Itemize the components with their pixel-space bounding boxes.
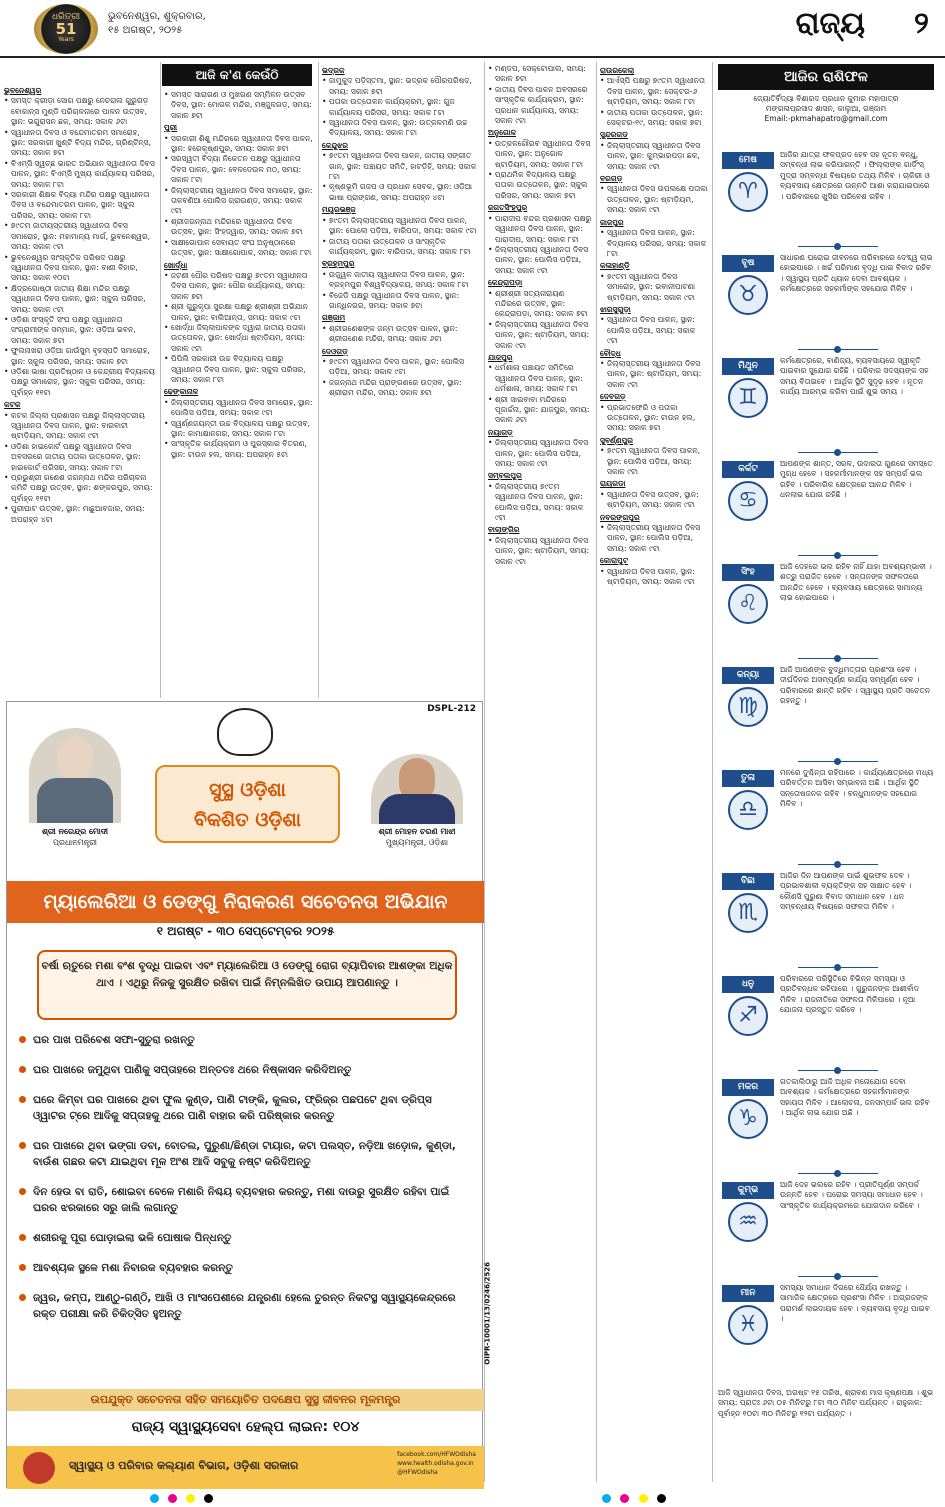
ad-tagline: ଉପଯୁକ୍ତ ସଚେତନତା ସହିତ ସମୟୋଚିତ ପଦକ୍ଷେପ ସୁସ୍ଥ ଜୀବନର ମୂଳମନ୍ତ୍ର — [7, 1389, 484, 1411]
zodiac-symbol-icon: ♐ — [728, 996, 768, 1036]
logo-number: 51 — [55, 20, 77, 38]
ad-tip: ଜ୍ୱର, କମ୍ପ, ଆଣ୍ଠୁ-ଗଣ୍ଠି, ଆଖି ଓ ମାଂସପେଶୀରେ ଯନ୍ତ୍ରଣା ହେଲେ ତୁରନ୍ତ ନିକଟସ୍ଥ ସ୍ୱାସ୍ଥ୍ୟକେନ୍ଦ୍ରରେ ରକ୍ତ ପରୀକ୍ଷା କରି ଚିକିତ୍ସିତ ହୁଅନ୍ତୁ — [17, 1290, 457, 1322]
event-item: • ୭୯ତମ ଜାତୀୟସ୍ତରୀୟ ସ୍ୱାଧୀନତା ଦିବସ ସମାରୋହ, ସ୍ଥାନ: ମହାମାନ୍ୟ ମାର୍ଗ, ଭୁବନେଶ୍ୱର, ସମୟ: ସକାଳ ୯ଟା — [4, 221, 156, 252]
event-item: • ୭୯ତମ ସ୍ୱାଧୀନତା ଦିବସ ପାଳନ, ଜାତୀୟ ସଙ୍ଗୀତ ଗାନ, ସ୍ଥାନ: ପଞ୍ଚାୟତ ସମିତି, ହାଟଡ଼ିହି, ସମୟ: ସକାଳ ୮ଟା — [322, 151, 480, 182]
sign-name: ମୀନ — [722, 1285, 774, 1302]
black-mark — [657, 1494, 666, 1503]
page-header — [0, 0, 945, 58]
horoscope-email: Email:-pkmahapatro@gmail.com — [764, 114, 888, 123]
event-item: • କ୍ଷିଦ୍ରଗୋଷ୍ଠୀ ଜାତୀୟ ଶିକ୍ଷା ମନ୍ଦିର ପକ୍ଷରୁ ସ୍ୱାଧୀନତା ଦିବସ ପାଳନ, ସ୍ଥାନ: ସ୍କୁଲ ପରିସର, ସମୟ: ସକାଳ ୯ଟା — [4, 284, 156, 315]
zodiac-symbol-icon: ♓ — [728, 1305, 768, 1345]
ad-tip: ଘରେ କିମ୍ବା ଘର ପାଖରେ ଥିବା ଫୁଲ କୁଣ୍ଡ, ପାଣି ଟାଙ୍କି, କୁଲର, ଫ୍ରିଜ୍ର ପଛପଟେ ଥିବା ଡ୍ରିପ୍ସ ଓ୍ୱାଟର ଟ୍ରେ ଆଦିକୁ ସପ୍ତାହକୁ ଥରେ ପାଣି ବାହାର କରି ପରିଷ୍କାର କରନ୍ତୁ — [17, 1092, 457, 1124]
sign-name: କର୍କଟ — [722, 461, 774, 478]
district-heading: ସମ୍ବଲପୁର — [488, 471, 522, 481]
district-heading: ବ୍ରହ୍ମପୁର — [322, 259, 355, 269]
event-item: • ଉଜ୍ଜ୍ୱଳ ଜାତୀୟ ସ୍ୱାଧୀନତା ଦିବସ ପାଳନ, ସ୍ଥାନ: ବ୍ରହ୍ମପୁର ବିଶ୍ୱବିଦ୍ୟାଳୟ, ସମୟ: ସକାଳ ୮ଟା — [322, 270, 480, 291]
sign-name: ସିଂହ — [722, 564, 774, 581]
district-heading: ସୁବର୍ଣ୍ଣପୁର — [600, 435, 634, 445]
sign-name: ମିଥୁନ — [722, 358, 774, 375]
event-item: • ଜଗନ୍ନାଥ ମନ୍ଦିର ପ୍ରାଙ୍ଗଣରେ ଉତ୍ସବ, ସ୍ଥାନ: ଶ୍ରୀରାମ ମନ୍ଦିର, ସମୟ: ସକାଳ ୭ଟା — [322, 378, 480, 399]
slogan-line-1: ସୁସ୍ଥ ଓଡ଼ିଶା — [209, 779, 286, 801]
event-item: • ଶ୍ରୀଜଗନ୍ନାଥ ମନ୍ଦିରରେ ସ୍ୱାଧୀନତା ଦିବସ ଉତ୍ସବ, ସ୍ଥାନ: ସିଂହଦ୍ୱାର, ସମୟ: ସକାଳ ୭ଟା — [164, 217, 314, 238]
district-heading: ଭୁବନେଶ୍ୱର — [4, 86, 42, 95]
sign-name: ମେଷ — [722, 152, 774, 169]
zodiac-symbol-icon: ♏ — [728, 893, 768, 933]
cm-name: ଶ୍ରୀ ମୋହନ ଚରଣ ମାଝୀ — [378, 827, 456, 836]
column-divider — [596, 62, 597, 1482]
divider-dot-icon — [834, 861, 841, 868]
pm-caption — [23, 826, 127, 848]
ad-tip: ଘର ପାଖ ପରିବେଶ ସଫା-ସୁତୁରା ରଖନ୍ତୁ — [17, 1032, 457, 1048]
ad-department: ସ୍ୱାସ୍ଥ୍ୟ ଓ ପରିବାର କଲ୍ୟାଣ ବିଭାଗ, ଓଡ଼ିଶା ସରକାର — [69, 1459, 299, 1472]
district-heading: ଦେବଗଡ଼ — [600, 392, 626, 402]
column-divider — [160, 62, 161, 698]
divider-dot-icon — [834, 1067, 841, 1074]
district-heading: ନୟାଗଡ଼ — [488, 427, 513, 437]
district-heading: ନବରଙ୍ଗପୁର — [600, 512, 640, 522]
event-item: • ସରକାରୀ ଶିକ୍ଷକ ବିଦ୍ୟା ମନ୍ଦିର ପକ୍ଷରୁ ସ୍ୱାଧୀନତା ଦିବସ ଓ ବନ୍ଦେମାତରମ ପାଳନ, ସ୍ଥାନ: ସ୍କୁଲ ପରିସର, ସମୟ: ସକାଳ ୮ଟା — [4, 190, 156, 221]
ad-title: ମ୍ୟାଲେରିଆ ଓ ଡେଙ୍ଗୁ ନିରାକରଣ ସଚେତନତା ଅଭିଯାନ — [7, 881, 484, 923]
event-item: • ଜିଲ୍ଲାସ୍ତରୀୟ ସ୍ୱାଧୀନତା ଦିବସ ପାଳନ, ସ୍ଥାନ: ଷ୍ଟାଡ଼ିୟମ, ସମୟ: ସକାଳ ୯ଟା — [488, 320, 592, 351]
event-item: • ୭୯ତମ ସ୍ୱାଧୀନତା ଦିବସ ପାଳନ, ସ୍ଥାନ: ପୋଲିସ ପଡ଼ିଆ, ସମୟ: ସକାଳ ୯ଟା — [600, 446, 708, 477]
event-item: • ଓଡ଼ିଶା ସଂସ୍କୃତି ସଂଘ ପକ୍ଷରୁ ସ୍ୱାଧୀନତା ସଂଗ୍ରାମୀଙ୍କ ସମ୍ମାନ, ସ୍ଥାନ: ଓଡ଼ିଆ ଭବନ, ସମୟ: ସକାଳ ୭ଟା — [4, 315, 156, 346]
events-column-2 — [164, 90, 314, 696]
yellow-mark — [186, 1494, 195, 1503]
ad-tip: ଘର ପାଖରେ ଜମୁଥିବା ପାଣିକୁ ସପ୍ତାହରେ ଅନ୍ତତଃ ଥରେ ନିଷ୍କାସନ କରିଦିଅନ୍ତୁ — [17, 1062, 457, 1078]
sign-prediction: ଆଜି ଆପଣଙ୍କ ବୁଦ୍ଧିମତ୍ତାର ପ୍ରଶଂସା ହେବ । ଦୀର୍ଘଦିନର ଅସମ୍ପୂର୍ଣ୍ଣ କାର୍ଯ୍ୟ ସମ୍ପୂର୍ଣ୍ଣ ହେବ । ପରିବାରରେ ଶାନ୍ତି ରହିବ । ସ୍ୱାସ୍ଥ୍ୟ ପ୍ରତି ସଚେତନ ରହନ୍ତୁ । — [780, 665, 931, 706]
event-item: • ସ୍ୱାଧୀନତା ଦିବସ ପାଳନ, ସ୍ଥାନ: ବିଦ୍ୟାଳୟ ପରିସର, ସମୟ: ସକାଳ ୮ଟା — [600, 228, 708, 259]
sign-prediction: କର୍ମକ୍ଷେତ୍ରରେ, ବାଣିଜ୍ୟ, ବ୍ୟବସାୟରେ ସ୍ୱୀକୃତି ପାଇବାର ସୁଯୋଗ ରହିଛି । ପରିବାର ସଦସ୍ୟଙ୍କ ସହ ସମୟ ବିତାଇବେ । ଆର୍ଥିକ ସ୍ଥିତି ସୁଦୃଢ଼ ହେବ । ନୂତନ କାର୍ଯ୍ୟ ଆରମ୍ଭ କରିବା ପାଇଁ ଶୁଭ ସମୟ । — [780, 356, 929, 397]
event-item: • ସ୍ୱାଧୀନତା ଦିବସ ପାଳନ, ସ୍ଥାନ: ଉତ୍କଳମଣି ଉଚ୍ଚ ବିଦ୍ୟାଳୟ, ସମୟ: ସକାଳ ୮ଟା — [322, 118, 480, 139]
event-item: • ସ୍ୱାଧୀନତା ଦିବସ ପାଳନ, ସ୍ଥାନ: ଷ୍ଟାଡ଼ିୟମ, ସମୟ: ସକାଳ ୯ଟା — [600, 567, 708, 588]
event-item: • ଓଡ଼ିଶା ହାଇକୋର୍ଟ ପକ୍ଷରୁ ସ୍ୱାଧୀନତା ଦିବସ ଅବସରରେ ଜାତୀୟ ପତାକା ଉତ୍ତୋଳନ, ସ୍ଥାନ: ହାଇକୋର୍ଟ ପରିସର, ସମୟ: ସକାଳ ୮ଟା — [4, 442, 156, 473]
event-item: • ପତାକା ଉତ୍ତୋଳନ କାର୍ଯ୍ୟକ୍ରମ, ସ୍ଥାନ: ଗୁଜ କାର୍ଯ୍ୟାଳୟ ପରିସର, ସମୟ: ସକାଳ ୮ଟା — [322, 97, 480, 118]
event-item: • ସମସ୍ତ କ୍ରୀଡ଼ା ସୋଗ ପକ୍ଷରୁ ନେଚରାଲ ଗୁରୁଗଡ଼ ବୋକାନ୍ସ ମୁଣ୍ଡି ପରିଚାଳନାରେ ପାଳନ ଉତ୍ସବ, ସ୍ଥାନ: ଭଗୁରାସନ ଛକ, ସମୟ: ସକାଳ ୬ଟା — [4, 96, 156, 127]
ad-footer — [7, 1446, 484, 1489]
event-item: • ଜିଲ୍ଲାସ୍ତରୀୟ ସ୍ୱାଧୀନତା ଦିବସ ପାଳନ, ସ୍ଥାନ: କୁମ୍ଭାରପଡ଼ା ଛକ, ସମୟ: ସକାଳ ୯ଟା — [600, 141, 708, 172]
event-item: • ସରକାରୀ ଶିଶୁ ମନ୍ଦିରରେ ସ୍ୱାଧୀନତା ଦିବସ ପାଳନ, ସ୍ଥାନ: ହରେକୃଷ୍ଣପୁର, ସମୟ: ସକାଳ ୭ଟା — [164, 134, 314, 155]
event-item: • ଫୁଲନାଖରା ଓଡ଼ିଆ ଗାଉଁସୁମ ବୃହସ୍ପତି ସମାରୋହ, ସ୍ଥାନ: ସ୍କୁଲ ପରିସର, ସମୟ: ସକାଳ ୭ଟା — [4, 346, 156, 367]
event-item: • ଶ୍ରୀ ସାଇବାବା ମନ୍ଦିରରେ ପୂଜାର୍ଚ୍ଚନା, ସ୍ଥାନ: ଯାଜପୁର, ସମୟ: ସକାଳ ୬ଟା — [488, 395, 592, 426]
print-marks — [0, 1488, 945, 1497]
horoscope-sign — [718, 1077, 934, 1164]
event-item: • ଜାତୀୟ ପତାକା ଉତ୍ତୋଳନ ଓ ସାଂସ୍କୃତିକ କାର୍ଯ୍ୟକ୍ରମ, ସ୍ଥାନ: ବାରିପଦା, ସମୟ: ସକାଳ ୮ଟା — [322, 237, 480, 258]
district-heading: କଳାହାଣ୍ଡି — [600, 261, 630, 271]
sign-prediction: ସାଧାରଣ ଘରୋଇ ଜୀବନରେ ପରିବାରରେ ଦେବ୍ଦ୍ୱ ଲାଭ ହୋଇପାରେ । ଖର୍ଚ୍ଚ ପରିମାଣ ବୃଦ୍ଧି ପାଇ ବିବାଦ ରହିବ । ସ୍ୱାସ୍ଥ୍ୟ ପ୍ରତି ଧ୍ୟାନ ଦେବା ଆବଶ୍ୟକ । କର୍ମକ୍ଷେତ୍ରରେ ସହକର୍ମୀଙ୍କ ସହଯୋଗ ମିଳିବ । — [780, 253, 933, 294]
event-item: • ଆର୍ଏସ୍ପି ପକ୍ଷରୁ ୭୯ତମ ସ୍ୱାଧୀନତା ଦିବସ ପାଳନ, ସ୍ଥାନ: ସେକ୍ଟର-୬ ଷ୍ଟାଡ଼ିୟମ, ସମୟ: ସକାଳ ୮ଟା — [600, 76, 708, 107]
cyan-mark — [602, 1494, 611, 1503]
magenta-mark — [168, 1494, 177, 1503]
logo-years: Years — [58, 36, 74, 43]
sign-name: ଧନୁ — [722, 976, 774, 993]
district-heading: ଦେଓଗଡ଼ — [322, 346, 348, 356]
sign-name: ମକର — [722, 1079, 774, 1096]
horoscope-title: ଆଜିର ରାଶିଫଳ — [718, 64, 934, 90]
facebook-link[interactable]: facebook.com/HFWOdisha — [397, 1451, 476, 1458]
sign-prediction: ଗତକାଲିଠାରୁ ଆଜି ଅଧିକ ମନୋଯୋଗ ଦେବା ଆବଶ୍ୟକ । କର୍ମକ୍ଷେତ୍ରରେ ସହକର୍ମୀମାନଙ୍କ ସହାୟତା ମିଳିବ । ଆଲୋଚନା, ଜନସମ୍ପର୍କ ଭଲ ରହିବ । ଆର୍ଥିକ ଲାଭ ଯୋଗ ଅଛି । — [780, 1077, 930, 1118]
zodiac-symbol-icon: ♌ — [728, 584, 768, 624]
event-item: • ପୁରୀଘାଟ ଉତ୍ସବ, ସ୍ଥାନ: ମାଛୁଆବଜାର, ସମୟ: ଅପରାହ୍ନ ୪ଟା — [4, 504, 156, 525]
column-divider — [712, 62, 713, 1482]
event-item: • ସ୍ୱାଧୀନତା ଦିବସ ଉପଲକ୍ଷେ ପତାକା ଉତ୍ତୋଳନ, ସ୍ଥାନ: ଷ୍ଟାଡ଼ିୟମ, ସମୟ: ସକାଳ ୯ଟା — [600, 184, 708, 215]
event-item: • ୭୯ତମ ଜିଲ୍ଲାସ୍ତରୀୟ ସ୍ୱାଧୀନତା ଦିବସ ପାଳନ, ସ୍ଥାନ: ପୋଲୋ ପଡ଼ିଆ, ବାରିପଦା, ସମୟ: ସକାଳ ୯ଟା — [322, 216, 480, 237]
district-heading: ଭଦ୍ରକ — [322, 66, 345, 75]
event-item: • ସରସ୍ୱତୀ ବିଦ୍ୟା ନିକେତନ ପକ୍ଷରୁ ସ୍ୱାଧୀନତା ଦିବସ ପାଳନ, ସ୍ଥାନ: ବେଳଦେଉଳ ମଠ, ସମୟ: ସକାଳ ୮ଟା — [164, 154, 314, 185]
dateline-city: ଭୁବନେଶ୍ୱର, ଶୁକ୍ରବାର, — [108, 11, 206, 22]
event-item: • ଓଡ଼ିଶା ଭାଷା ପ୍ରତିଷ୍ଠାନ ଓ କେନ୍ଦ୍ରୀୟ ବିଦ୍ୟାଳୟ ପକ୍ଷରୁ ସମାରୋହ, ସ୍ଥାନ: ସ୍କୁଲ ପରିସର, ସମୟ: ପୂର୍ବାହ୍ନ ୧୧ଟା — [4, 367, 156, 398]
horoscope-sign — [718, 150, 934, 237]
event-item: • ସ୍ୱର୍ଣ୍ଣଜୟନ୍ତୀ ଉଚ୍ଚ ବିଦ୍ୟାଳୟ ପକ୍ଷରୁ ଉତ୍ସବ, ସ୍ଥାନ: କାମାକ୍ଷାନଗର, ସମୟ: ସକାଳ ୮ଟା — [164, 419, 314, 440]
event-item: • ବିଏମ୍ସି ସ୍ୱଚ୍ଛ ଭାରତ ଅଭିଯାନ ସ୍ୱାଧୀନତା ଦିବସ ପାଳନ, ସ୍ଥାନ: ବିଏମ୍ସି ମୁଖ୍ୟ କାର୍ଯ୍ୟାଳୟ ପରିସର, ସମୟ: ସକାଳ ୮ଟା — [4, 159, 156, 190]
sign-name: ବୃଷ — [722, 255, 774, 272]
event-item: • ସ୍ୱାଧୀନତା ଦିବସ ଉତ୍ସବ, ସ୍ଥାନ: ଷ୍ଟାଡ଼ିୟମ, ସମୟ: ସକାଳ ୯ଟା — [600, 490, 708, 511]
twitter-link[interactable]: @HFWOdisha — [397, 1469, 438, 1476]
district-heading: ଜାଜପୁର — [600, 217, 624, 227]
event-item: • ଜିଲ୍ଲାସ୍ତରୀୟ ସ୍ୱାଧୀନତା ଦିବସ ପାଳନ, ସ୍ଥାନ: ଷ୍ଟାଡ଼ିୟମ, ସମୟ: ସକାଳ ୯ଟା — [488, 536, 592, 567]
horoscope-sign — [718, 1283, 934, 1370]
section-title: ରାଜ୍ୟ — [795, 6, 865, 41]
ad-social — [397, 1450, 476, 1477]
divider-dot-icon — [834, 552, 841, 559]
cm-role: ମୁଖ୍ୟମନ୍ତ୍ରୀ, ଓଡ଼ିଶା — [385, 838, 449, 847]
divider-dot-icon — [834, 1170, 841, 1177]
sign-prediction: ଆଜି ଦେହ ଭଲରେ ରହିବ । ପ୍ରୀତିପୂର୍ଣ୍ଣ ସମ୍ପର୍କ ଉନ୍ନତି ହେବ । ଘରୋଇ ସମସ୍ୟା ସମାଧାନ ହେବ । ସାଂସ୍କୃତିକ କାର୍ଯ୍ୟକ୍ରମରେ ଯୋଗଦାନ କରିବେ । — [780, 1180, 923, 1210]
horoscope-sign — [718, 253, 934, 340]
zodiac-symbol-icon: ♒ — [728, 1202, 768, 1242]
event-item: • କଟକ ଜିଲ୍ଲା ପ୍ରଶାସନ ପକ୍ଷରୁ ଜିଲ୍ଲାସ୍ତରୀୟ ସ୍ୱାଧୀନତା ଦିବସ ପାଳନ, ସ୍ଥାନ: ବାରବାଟୀ ଷ୍ଟାଡ଼ିୟମ, ସମୟ: ସକାଳ ୯ଟା — [4, 411, 156, 442]
district-heading: ସୁନ୍ଦରଗଡ଼ — [600, 130, 628, 140]
events-column-3 — [322, 64, 480, 696]
sign-prediction: ମନରେ ଦୁଶ୍ଚିନ୍ତା ରହିପାରେ । କାର୍ଯ୍ୟକ୍ଷେତ୍ରରେ ମଧ୍ୟ ପରିବର୍ତ୍ତନ ଆସିବା ସମ୍ଭାବନା ଅଛି । ଆର୍ଥିକ ସ୍ଥିତି ସନ୍ତୋଷଜନକ ରହିବ । ବନ୍ଧୁମାନଙ୍କ ସହଯୋଗ ମିଳିବ । — [780, 768, 934, 809]
event-item: • ସ୍ୱାଧୀନତା ଦିବସ ଓ ବନ୍ଦେମାତରମ ସମାରୋହ, ସ୍ଥାନ: ସରକାରୀ ଖୁଣ୍ଟି ବିଦ୍ୟ ମନ୍ଦିର, ଗ୍ରିଣ୍ଟିନ୍ସ, ସମୟ: ସକାଳ ୭ଟା — [4, 128, 156, 159]
ad-tip: ଘର ପାଖରେ ଥିବା ଭଙ୍ଗା ଡବା, ବୋତଲ, ପୁରୁଣା/ଛିଣ୍ଡା ଟାୟାର, କଟା ପଲସ୍ତ, ନଡ଼ିଆ ଖଡ଼ୋଳ, କୁଣ୍ଡା, ବାଉଁଶ ଗଛର କଟା ଯାଇଥିବା ମୂଳ ଅଂଶ ଆଦି ସବୁକୁ ନଷ୍ଟ କରିଦିଅନ୍ତୁ — [17, 1138, 457, 1170]
event-item: • ପିପିଲି ସରକାରୀ ଉଚ୍ଚ ବିଦ୍ୟାଳୟ ପକ୍ଷରୁ ସ୍ୱାଧୀନତା ଦିବସ ପାଳନ, ସ୍ଥାନ: ସ୍କୁଲ ପରିସର, ସମୟ: ସକାଳ ୮ଟା — [164, 354, 314, 385]
sign-prediction: ଆଜି ଦେହରେ ଭଲ ରହିବ ନାହିଁ ଯାହା ଅବଶ୍ୟମ୍ଭାବୀ । ଶତ୍ରୁ ପରାଜିତ ହେବେ । ସନ୍ତାନଙ୍କ ସଫଳତାରେ ଆନନ୍ଦିତ ହେବେ । ବ୍ୟବସାୟ କ୍ଷେତ୍ରରେ ସାମାନ୍ୟ ଲାଭ ହୋଇପାରେ । — [780, 562, 932, 603]
district-heading: କେନ୍ଦୁଝର — [322, 140, 349, 150]
sign-name: କୁମ୍ଭ — [722, 1182, 774, 1199]
sign-name: ତୁଳା — [722, 770, 774, 787]
ad-tip: ଆବଶ୍ୟକ ସ୍ଥଳେ ମଶା ନିବାରକ ବ୍ୟବହାର କରନ୍ତୁ — [17, 1260, 457, 1276]
divider-dot-icon — [834, 758, 841, 765]
zodiac-symbol-icon: ♑ — [728, 1099, 768, 1139]
sign-name: ବିଛା — [722, 873, 774, 890]
horoscope-sign — [718, 871, 934, 958]
district-heading: ଜଗତସିଂହପୁର — [488, 203, 528, 213]
event-item: • ଜାମୁକୁଦ ପଡ଼ିସ୍ତମା, ସ୍ଥାନ: ଭଦ୍ରକ ପୌରପରିଷଦ, ସମୟ: ସକାଳ ୭ଟା — [322, 76, 480, 97]
event-item: • ଉତ୍କଳଗୌରବ ସ୍ୱାଧୀନତା ଦିବସ ପାଳନ, ସ୍ଥାନ: ଅନୁଗୋଳ ଷ୍ଟାଡ଼ିୟମ, ସମୟ: ସକାଳ ୮ଟା — [488, 139, 592, 170]
event-item: • ପ୍ରାଥମିକ ବିଦ୍ୟାଳୟ ପକ୍ଷରୁ ପତାକା ଉତ୍ତୋଳନ, ସ୍ଥାନ: ସ୍କୁଲ ପରିସର, ସମୟ: ସକାଳ ୭ଟା — [488, 170, 592, 201]
slogan-line-2: ବିକଶିତ ଓଡ଼ିଶା — [194, 809, 301, 831]
district-heading: କେନ୍ଦ୍ରାପଡ଼ା — [488, 278, 523, 288]
zodiac-symbol-icon: ♈ — [728, 172, 768, 212]
district-heading: ଅନୁଗୋଳ — [488, 128, 517, 138]
district-heading: କୋରାପୁଟ — [600, 556, 629, 566]
events-banner: ଆଜି କ'ଣ କେଉଁଠି — [162, 64, 312, 86]
almanac — [718, 1388, 934, 1484]
pm-role: ପ୍ରଧାନମନ୍ତ୍ରୀ — [52, 838, 98, 847]
divider-dot-icon — [834, 346, 841, 353]
event-item: • ଶ୍ରୀ ଗୁରୁକୃପା ସୁରକ୍ଷା ପକ୍ଷରୁ ଶ୍ରୀଶ୍ରୀ ଅଭିଯାନ ପାଳନ, ସ୍ଥାନ: ବାଲିଆନ୍ତା, ସମୟ: ସକାଳ ୯ଟା — [164, 302, 314, 323]
horoscope-sign — [718, 562, 934, 649]
district-heading: ବାଲାଙ୍ଗିର — [488, 525, 520, 535]
sign-prediction: ସମସ୍ୟା ସମାଧାନ ଦିଗରେ ଧୈର୍ଯ୍ୟ ରଖନ୍ତୁ । ସାମାଜିକ କ୍ଷେତ୍ରରେ ପ୍ରଶଂସା ମିଳିବ । ଅଗ୍ରଜଙ୍କ ପରାମର୍ଶ ଲାଭଦାୟକ ହେବ । ବ୍ୟବସାୟ ବୃଦ୍ଧି ପାଇବ । — [780, 1283, 930, 1324]
ad-code: DSPL-212 — [427, 704, 476, 714]
district-heading: ଖୋର୍ଦ୍ଧା — [164, 260, 188, 270]
newspaper-logo — [34, 4, 98, 54]
event-item: • ୭୯ତମ ସ୍ୱାଧୀନତା ଦିବସ ସମାରୋହ, ସ୍ଥାନ: ଭବାନୀପାଟଣା ଷ୍ଟାଡ଼ିୟମ, ସମୟ: ସକାଳ ୯ଟା — [600, 272, 708, 303]
divider-dot-icon — [834, 1273, 841, 1280]
horoscope-sign — [718, 459, 934, 546]
sign-prediction: ପରିବାରରେ ପରିସ୍ଥିତିରେ ବିଭିନ୍ନ ସମସ୍ୟା ଓ ପ୍ରତିବନ୍ଧକ ରହିପାରେ । ଗୁରୁଜନଙ୍କ ଆଶୀର୍ବାଦ ମିଳିବ । ରାଜନୀତିରେ ସଫଳତା ମିଳିପାରେ । ନୂଆ ଯୋଜନା ପ୍ରସ୍ତୁତ କରିବେ । — [780, 974, 919, 1015]
event-item: • ଧର୍ମଶାଳା ପଞ୍ଚାୟତ ସମିତିରେ ସ୍ୱାଧୀନତା ଦିବସ ପାଳନ, ସ୍ଥାନ: ଧର୍ମଶାଳା, ସମୟ: ସକାଳ ୮ଟା — [488, 363, 592, 394]
event-item: • ସାକ୍ଷୀଗୋପାଳ ସେବାୟତ ସଂଘ ଅନୁଷ୍ଠାନରେ ଉତ୍ସବ, ସ୍ଥାନ: ସାକ୍ଷୀଗୋପାଳ, ସମୟ: ସକାଳ ୮ଟା — [164, 238, 314, 259]
ad-tip: ଶରୀରକୁ ପୂରା ଘୋଡ଼ାଇଲା ଭଳି ପୋଷାକ ପିନ୍ଧନ୍ତୁ — [17, 1230, 457, 1246]
yellow-mark — [639, 1494, 648, 1503]
event-item: • ଜିଲ୍ଲାସ୍ତରୀୟ ସ୍ୱାଧୀନତା ଦିବସ ପାଳନ, ସ୍ଥାନ: ଷ୍ଟାଡ଼ିୟମ, ସମୟ: ସକାଳ ୯ଟା — [600, 359, 708, 390]
dateline-date: ୧୫ ଅଗଷ୍ଟ, ୨୦୨୫ — [108, 25, 183, 36]
page-number: ୨ — [914, 6, 929, 41]
zodiac-symbol-icon: ♊ — [728, 378, 768, 418]
column-divider — [318, 62, 319, 698]
district-heading: ଗଞ୍ଜାମ — [322, 313, 346, 323]
horoscope-sign — [718, 665, 934, 752]
event-item: • ସ୍ୱାଧୀନତା ଦିବସ ପାଳନ, ସ୍ଥାନ: ପୋଲିସ ପଡ଼ିଆ, ସମୟ: ସକାଳ ୯ଟା — [600, 315, 708, 346]
event-item: • ଜିଲ୍ଲାସ୍ତରୀୟ ସ୍ୱାଧୀନତା ଦିବସ ପାଳନ, ସ୍ଥାନ: ପୋଲିସ ପଡ଼ିଆ, ସମୟ: ସକାଳ ୯ଟା — [488, 245, 592, 276]
event-item: • ଖୋର୍ଦ୍ଧା ଜିଲ୍ଲାପାଳଙ୍କ ଦ୍ୱାରା ଜାତୀୟ ପତାକା ଉତ୍ତୋଳନ, ସ୍ଥାନ: ଖୋର୍ଦ୍ଧା ଷ୍ଟାଡ଼ିୟମ, ସମୟ: ସକାଳ ୯ଟା — [164, 323, 314, 354]
department-logo-icon — [23, 1452, 55, 1484]
pm-name: ଶ୍ରୀ ନରେନ୍ଦ୍ର ମୋଦୀ — [41, 827, 109, 836]
district-heading: ଯାଜପୁର — [488, 352, 513, 362]
event-item: • ପ୍ରଭାତଫେରି ଓ ପତାକା ଉତ୍ତୋଳନ, ସ୍ଥାନ: ଟାଉନ ହଲ, ସମୟ: ସକାଳ ୭ଟା — [600, 403, 708, 434]
black-mark — [204, 1494, 213, 1503]
event-item: • ମଣ୍ଡପ, ସେକ୍ଟୋପାଲ, ସମୟ: ସକାଳ ୭ଟା — [488, 64, 592, 85]
logo-title: ଧରିତ୍ରୀ — [51, 12, 81, 22]
horoscope-sign — [718, 1180, 934, 1267]
horoscope-author: ଜ୍ୟୋତିର୍ବିଦ୍ୟା ବିଶାରଦ ପ୍ରଧାନ କୁମାର ମହାପାତ୍ର — [753, 94, 899, 103]
district-heading: ରାଉରକେଲା — [600, 66, 635, 75]
divider-dot-icon — [834, 243, 841, 250]
zodiac-symbol-icon: ♋ — [728, 481, 768, 521]
health-advertisement — [6, 701, 492, 1488]
cm-photo — [371, 754, 463, 824]
pm-attire — [37, 778, 113, 823]
sign-prediction: ଆଜିର ଦିନ ଆପଣଙ୍କ ପାଇଁ ଶୁଭଫଳ ଦେବ । ପ୍ରଭାବଶାଳୀ ବ୍ୟକ୍ତିଙ୍କ ସହ ସାକ୍ଷାତ ହେବ । କୌଣସି ପୁରୁଣା ବିବାଦ ସମାଧାନ ହେବ । ଧନ ସମ୍ବନ୍ଧୀୟ ବିଷୟରେ ସଫଳତା ମିଳିବ । — [780, 871, 912, 912]
event-item: • କୃଷ୍ଣଭୂମି ଗଜପ ଓ ପ୍ରଧାନ ସେବକ, ସ୍ଥାନ: ଓଡ଼ିଆ ଭାଷା ପ୍ରାଙ୍ଗଣ, ସମୟ: ଅପରାହ୍ନ ୪ଟା — [322, 182, 480, 203]
event-item: • ଭୁବନେଶ୍ୱର ସାଂସ୍କୃତିକ ପରିଷଦ ପକ୍ଷରୁ ସ୍ୱାଧୀନତା ଦିବସ ପାଳନ, ସ୍ଥାନ: ବାଣୀ ବିହାର, ସମୟ: ସକାଳ ୧୦ଟା — [4, 253, 156, 284]
horoscope-sign — [718, 356, 934, 443]
sign-prediction: ଆପଣଙ୍କ ଶାନ୍ତ, ସରଳ, ଉଦାରତା ଗୁଣରେ ସମସ୍ତେ ମୁଗ୍ଧ ହେବେ । ସହକର୍ମୀମାନଙ୍କ ସହ ସମ୍ପର୍କ ଭଲ ରହିବ । ପରିବାରିକ କ୍ଷେତ୍ରରେ ଆନନ୍ଦ ମିଳିବ । ଧନଲାଭ ଯୋଗ ରହିଛି । — [780, 459, 933, 500]
sign-name: କନ୍ୟା — [722, 667, 774, 684]
dateline — [108, 10, 206, 38]
almanac-text: ଆଜି ସ୍ୱାଧୀନତା ଦିବସ, ଅଗଷ୍ଟ ୧୫ ତାରିଖ, ଶ୍ରାବଣ ମାସ କୃଷ୍ଣପକ୍ଷ । ଶୁଭ ସମୟ: ପ୍ରାତଃ ୬ଟା ୦୫ ମିନିଟରୁ ୮ଟା ୩୦ ମିନିଟ ପର୍ଯ୍ୟନ୍ତ । ରାହୁକାଳ: ପୂର୍ବାହ୍ନ ୧୦ଟା ୩୦ ମିନିଟରୁ ୧୨ଟା ପର୍ଯ୍ୟନ୍ତ । — [718, 1388, 934, 1418]
cyan-mark — [150, 1494, 159, 1503]
zodiac-symbol-icon: ♎ — [728, 790, 768, 830]
event-item: • ଶ୍ରୀଗଣେଶଙ୍କ ଜନ୍ମ ଉତ୍ସବ ପାଳନ, ସ୍ଥାନ: ଶ୍ରୀଗଣେଶ ମନ୍ଦିର, ସମୟ: ସକାଳ ୬ଟା — [322, 324, 480, 345]
event-item: • ୭୯ତମ ସ୍ୱାଧୀନତା ଦିବସ ପାଳନ, ସ୍ଥାନ: ପୋଲିସ ପଡ଼ିଆ, ସମୟ: ସକାଳ ୯ଟା — [322, 357, 480, 378]
cm-caption — [357, 826, 477, 848]
event-item: • ସାଂସ୍କୃତିକ କାର୍ଯ୍ୟକ୍ରମ ଓ ପୁରସ୍କାର ବିତରଣ, ସ୍ଥାନ: ଟାଉନ ହଲ, ସମୟ: ଅପରାହ୍ନ ୫ଟା — [164, 439, 314, 460]
event-item: • ବିଜେଡି ପକ୍ଷରୁ ସ୍ୱାଧୀନତା ଦିବସ ପାଳନ, ସ୍ଥାନ: ଗାନ୍ଧିନଗର, ସମୟ: ସକାଳ ୭ଟା — [322, 291, 480, 312]
district-heading: ଢେଙ୍କାନାଳ — [164, 387, 199, 397]
horoscope-sign — [718, 768, 934, 855]
event-item: • ସମସ୍ତ ସାରାଗଣ ଓ ମୁଖଗଣ ସମ୍ମିଳନ ଉତ୍ସବ ଦିବସ, ସ୍ଥାନ: ମୋଗଳ ମନ୍ଦିର, ମଞ୍ଜୁଳଗଡ଼, ସମୟ: ସକାଳ ୭ଟା — [164, 90, 314, 121]
district-heading: ବରଗଡ଼ — [600, 174, 623, 184]
district-heading: ମୟୂରଭଞ୍ଜ — [322, 205, 356, 215]
cm-attire — [379, 794, 455, 824]
horoscope-byline — [718, 94, 934, 124]
event-item: • ପ୍ରଭୁଶ୍ରୀ ଗଣେଶ ଜଗନ୍ନାଥ ମନ୍ଦିର ପରିଚାଳନା କମିଟି ପକ୍ଷରୁ ଉତ୍ସବ, ସ୍ଥାନ: ଶଙ୍କରପୁର, ସମୟ: ପୂର୍ବାହ୍ନ ୧୧ଟା — [4, 473, 156, 504]
event-item: • ଜିଲ୍ଲାସ୍ତରୀୟ ସ୍ୱାଧୀନତା ଦିବସ ପାଳନ, ସ୍ଥାନ: ପୋଲିସ ପଡ଼ିଆ, ସମୟ: ସକାଳ ୯ଟା — [600, 523, 708, 554]
event-item: • ଜାତୀୟ ପତାକା ଉତ୍ତୋଳନ, ସ୍ଥାନ: ସେକ୍ଟର-୧୯, ସମୟ: ସକାଳ ୭ଟା — [600, 108, 708, 129]
divider-dot-icon — [834, 655, 841, 662]
district-heading: ଝାରସୁଗୁଡ଼ା — [600, 304, 631, 314]
zodiac-symbol-icon: ♉ — [728, 275, 768, 315]
event-item: • ଜାତୀୟ ଦିବସ ପାଳନ ଅବସରରେ ସାଂସ୍କୃତିକ କାର୍ଯ୍ୟକ୍ରମ, ସ୍ଥାନ: ପ୍ରଧାନ କାର୍ଯ୍ୟାଳୟ, ସମୟ: ସକାଳ ୯ଟା — [488, 85, 592, 127]
zodiac-symbol-icon: ♍ — [728, 687, 768, 727]
events-column-5 — [600, 64, 708, 1484]
event-item: • ଜିଲ୍ଲାସ୍ତରୀୟ ୭୯ତମ ସ୍ୱାଧୀନତା ଦିବସ ପାଳନ, ସ୍ଥାନ: ପୋଲିସ ପଡ଼ିଆ, ସମୟ: ସକାଳ ୯ଟା — [488, 482, 592, 524]
ad-reg-code: OIPR-10001/13/0246/2526 — [484, 1262, 492, 1365]
event-item: • ଜିଲ୍ଲାସ୍ତରୀୟ ସ୍ୱାଧୀନତା ଦିବସ ସମାରୋହ, ସ୍ଥାନ: ତାଳବଣିଆ ପୋଲିସ ଗ୍ରାଉଣ୍ଡ, ସମୟ: ସକାଳ ୯ଟା — [164, 186, 314, 217]
events-column-1 — [4, 84, 156, 696]
district-heading: ରାୟଗଡ଼ା — [600, 479, 626, 489]
event-item: • ଜିଲ୍ଲାସ୍ତରୀୟ ସ୍ୱାଧୀନତା ଦିବସ ସମାରୋହ, ସ୍ଥାନ: ପୋଲିସ ପଡ଼ିଆ, ସମୟ: ସକାଳ ୯ଟା — [164, 398, 314, 419]
event-item: • ଶ୍ରୀଶ୍ରୀ ସତ୍ୟନାରାୟଣ ମନ୍ଦିରରେ ଉତ୍ସବ, ସ୍ଥାନ: କେନ୍ଦ୍ରାପଡ଼ା, ସମୟ: ସକାଳ ୭ଟା — [488, 289, 592, 320]
events-column-4 — [488, 64, 592, 1484]
divider-dot-icon — [834, 449, 841, 456]
pm-photo — [29, 728, 121, 823]
ad-dates: ୧ ଅଗଷ୍ଟ - ୩୦ ସେପ୍ଟେମ୍ବର ୨୦୨୫ — [156, 924, 335, 938]
divider-dot-icon — [834, 964, 841, 971]
district-heading: କଟକ — [4, 400, 21, 410]
district-heading: ବୌଦ୍ଧ — [600, 348, 621, 358]
event-item: • ଜିଲ୍ଲାସ୍ତରୀୟ ସ୍ୱାଧୀନତା ଦିବସ ପାଳନ, ସ୍ଥାନ: ପୋଲିସ ପଡ଼ିଆ, ସମୟ: ସକାଳ ୯ଟା — [488, 438, 592, 469]
event-item: • ପାରାଦୀପ ବନ୍ଦର ପ୍ରଶାସନ ପକ୍ଷରୁ ସ୍ୱାଧୀନତା ଦିବସ ପାଳନ, ସ୍ଥାନ: ପାରାଦୀପ, ସମୟ: ସକାଳ ୮ଟା — [488, 214, 592, 245]
sign-prediction: ଆଜିର ଯାତ୍ରା ଫଳପ୍ରଦ ହେବ ସହ ନୂତନ ବନ୍ଧୁ, ସମ୍ବନ୍ଧୀ ଲାଭ କରିପାରନ୍ତି । ଫିଲ୍ଲାଙ୍କ ଗାର୍ଡ଼ିଂସ୍ ମୁଦ୍ରା ସମ୍ବନ୍ଧୀ ବିଷୟରେ ତଥ୍ୟ ମିଳିବ । ଚାକିରୀ ଓ ବ୍ୟବସାୟ କ୍ଷେତ୍ରରେ ଉନ୍ନତି ଆଶା କରାଯାଇପାରେ । ପରିବାରରେ ଖୁସିର ପରିବେଶ ରହିବ । — [780, 150, 930, 201]
ad-tip: ଦିନ ହେଉ ବା ରାତି, ଶୋଇବା ବେଳେ ମଶାରି ନିଶ୍ଚୟ ବ୍ୟବହାର କରନ୍ତୁ, ମଶା ଦାଉରୁ ସୁରକ୍ଷିତ ରହିବା ପାଇଁ ଘରର ଝରକାରେ ସରୁ ଜାଲି ଲଗାନ୍ତୁ — [17, 1184, 457, 1216]
odisha-emblem-icon — [217, 708, 273, 756]
horoscope-sign — [718, 974, 934, 1061]
pm-face — [57, 736, 93, 780]
district-heading: ପୁରୀ — [164, 123, 178, 133]
ad-slogan — [155, 765, 340, 843]
horoscope-address: ମଙ୍ଗଳାପ୍ରସାଦ ଶାସନ, କାଲୁଆ, ଗଞ୍ଜାମ — [765, 104, 887, 113]
event-item: • ଜଟଣୀ ପୌର ପରିଷଦ ପକ୍ଷରୁ ୭୯ତମ ସ୍ୱାଧୀନତା ଦିବସ ପାଳନ, ସ୍ଥାନ: ପୌର କାର୍ଯ୍ୟାଳୟ, ସମୟ: ସକାଳ ୭ଟା — [164, 271, 314, 302]
ad-tips-list — [17, 1032, 457, 1336]
ad-helpline: ରାଜ୍ୟ ସ୍ୱାସ୍ଥ୍ୟସେବା ହେଲ୍ପ ଲାଇନ: ୧୦୪ — [131, 1419, 360, 1435]
ad-intro: ବର୍ଷା ଋତୁରେ ମଶା ବଂଶ ବୃଦ୍ଧି ପାଇବା ଏବଂ ମ୍ୟାଲେରିଆ ଓ ଡେଙ୍ଗୁ ରୋଗ ବ୍ୟାପିବାର ଆଶଙ୍କା ଅଧିକ ଥାଏ । ଏଥିରୁ ନିଜକୁ ସୁରକ୍ଷିତ ରଖିବା ପାଇଁ ନିମ୍ନଲିଖିତ ଉପାୟ ଆପଣାନ୍ତୁ । — [37, 950, 457, 1020]
website-link[interactable]: www.health.odisha.gov.in — [397, 1460, 474, 1467]
magenta-mark — [620, 1494, 629, 1503]
